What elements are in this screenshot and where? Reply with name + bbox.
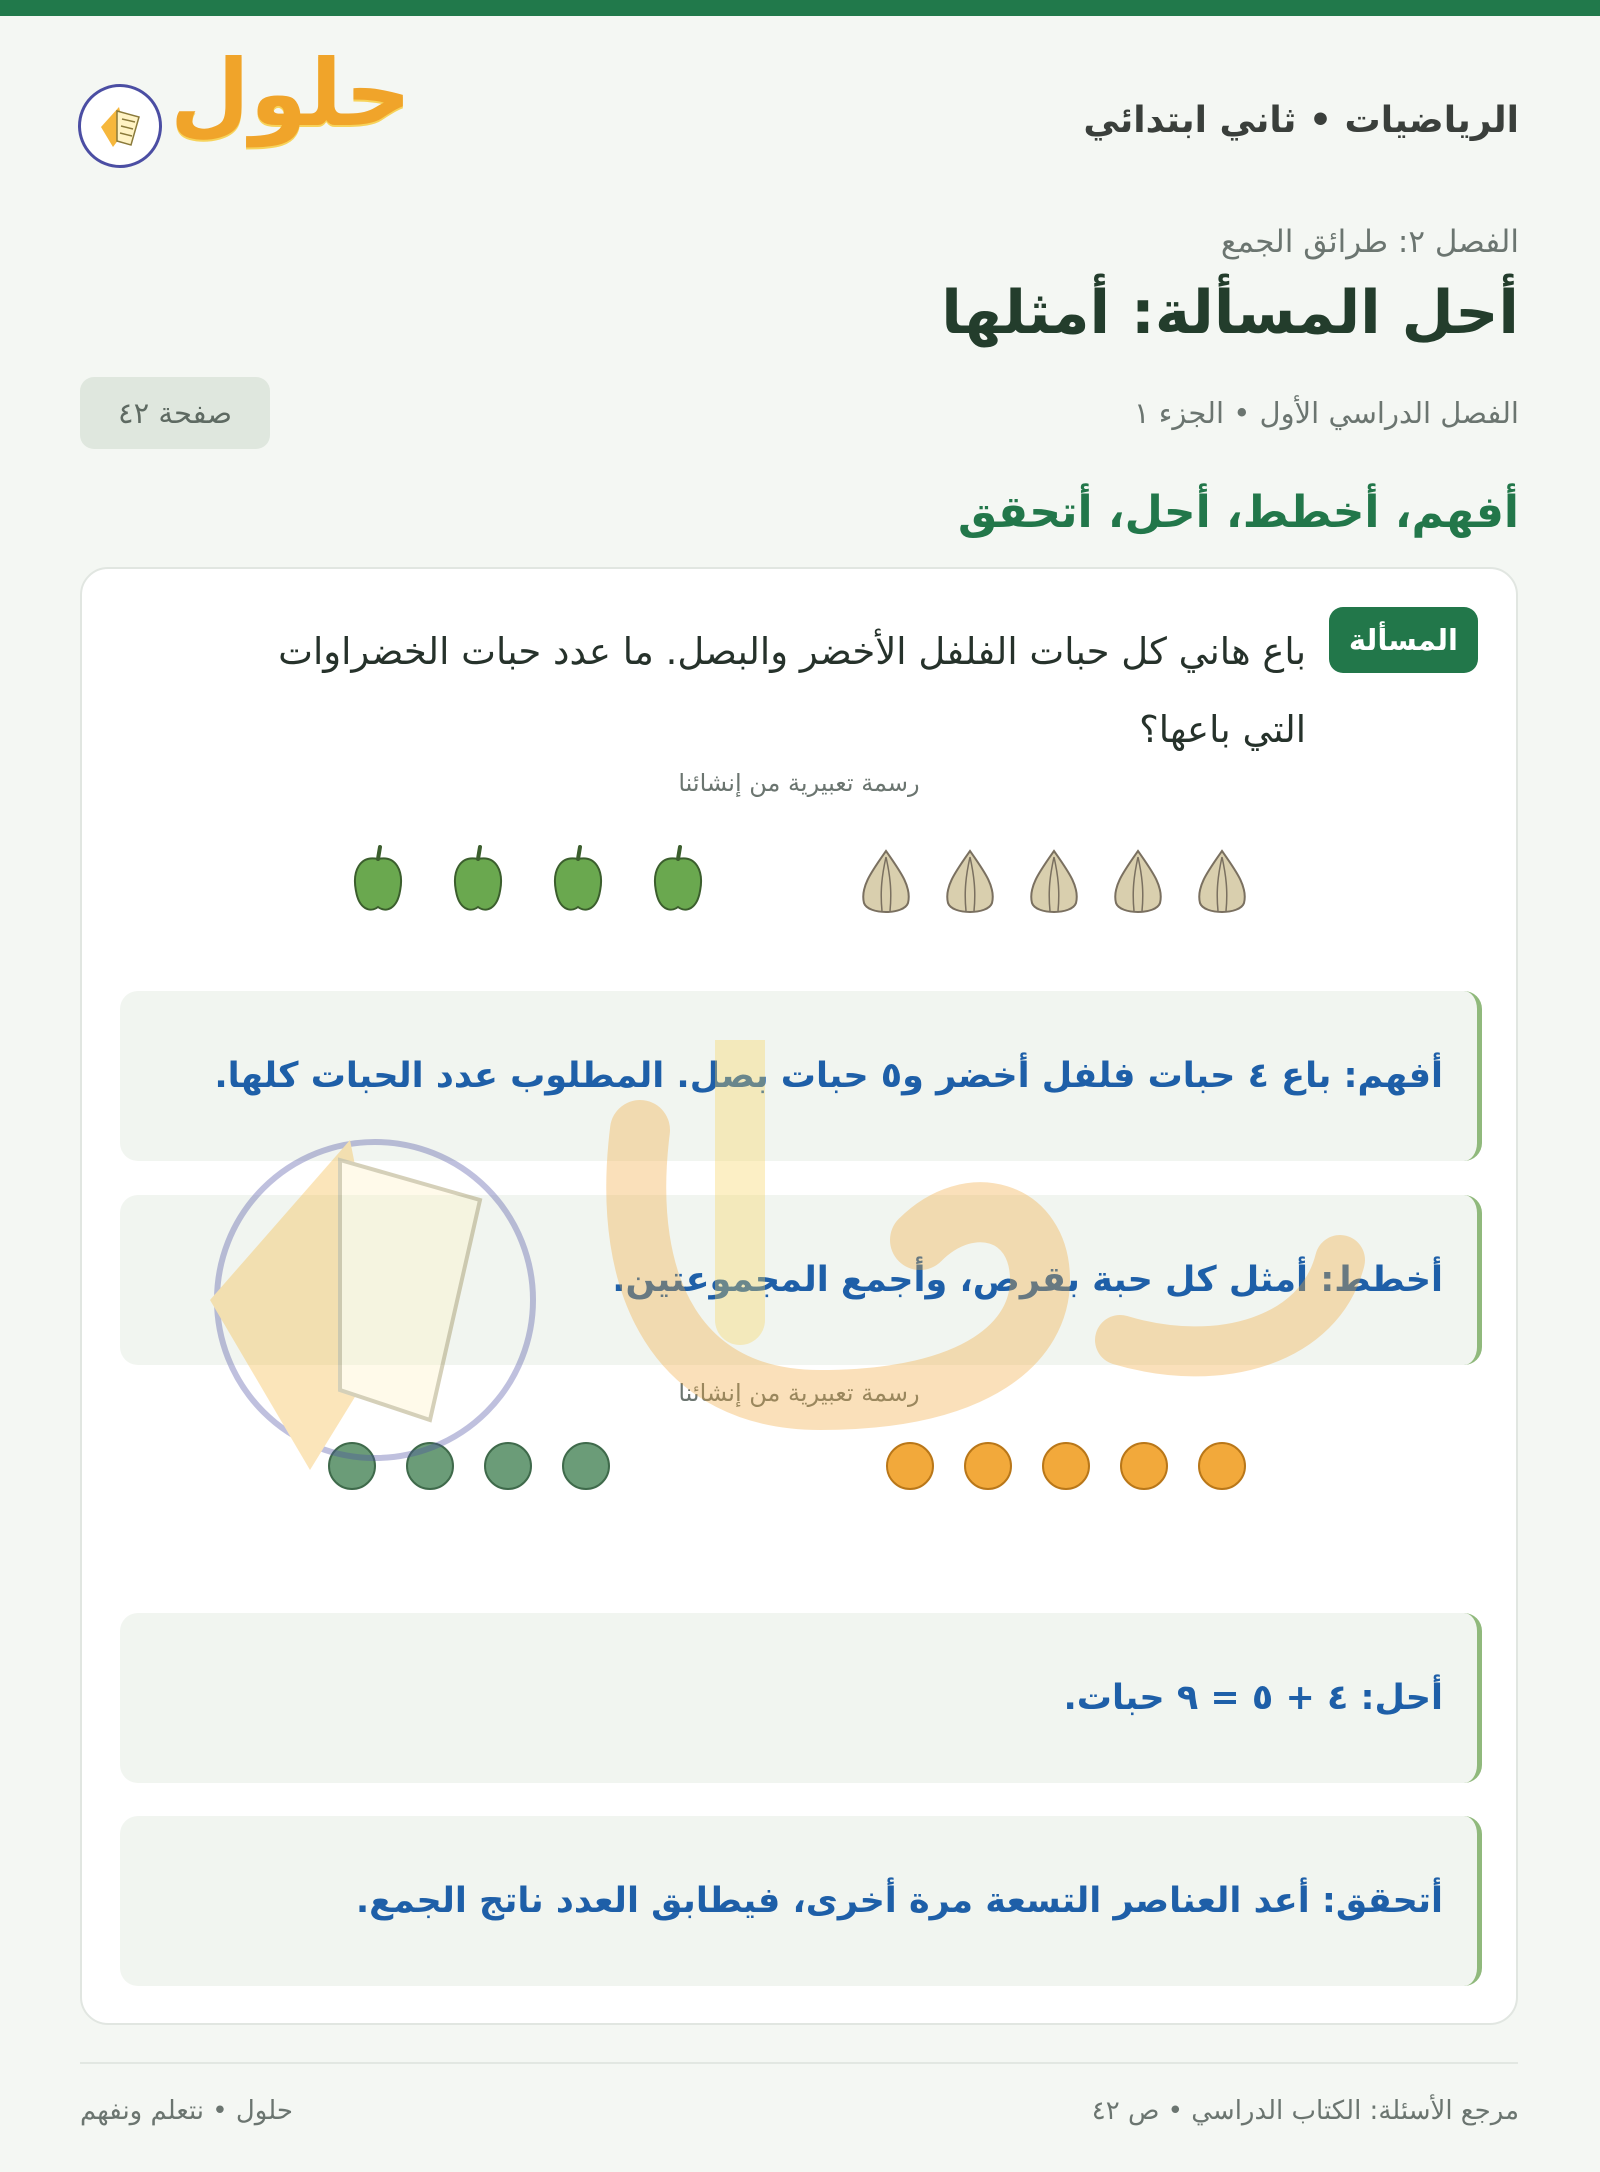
illustration-caption: رسمة تعبيرية من إنشائنا [678,1379,920,1407]
page-title: أحل المسألة: أمثلها [941,278,1519,348]
section-heading: أفهم، أخطط، أحل، أتحقق [957,487,1519,538]
site-logo[interactable] [78,40,412,182]
problem-text: باع هاني كل حبات الفلفل الأخضر والبصل. ما عدد حبات الخضراوات التي باعها؟ [278,630,1306,751]
page-number-badge: صفحة ٤٢ [80,377,270,449]
top-accent-bar [0,0,1600,16]
step-solve [120,1613,1482,1783]
onion-icon [863,851,909,912]
semester-label: الفصل الدراسي الأول • الجزء ١ [1133,396,1519,430]
green-counter [485,1443,531,1489]
problem-card [80,567,1518,2025]
orange-counter [887,1443,933,1489]
green-pepper-icon [355,847,401,910]
step-check [120,1816,1482,1986]
vegetables-illustration [82,829,1516,929]
step-check-text: أتحقق: أعد العناصر التسعة مرة أخرى، فيطابق العدد ناتج الجمع. [355,1881,1443,1921]
counters-illustration [82,1432,1516,1532]
green-pepper-icon [455,847,501,910]
chapter-label: الفصل ٢: طرائق الجمع [1220,224,1519,260]
footer-brand: حلول • نتعلم ونفهم [80,2096,293,2126]
step-solve-text: أحل: ٤ + ٥ = ٩ حبات. [1063,1678,1443,1718]
onion-icon [947,851,993,912]
problem-tag: المسألة [1329,607,1478,673]
footer-reference: مرجع الأسئلة: الكتاب الدراسي • ص ٤٢ [1091,2096,1519,2126]
step-plan [120,1195,1482,1365]
green-counter [329,1443,375,1489]
step-understand-text: أفهم: باع ٤ حبات فلفل أخضر و٥ حبات بصل. المطلوب عدد الحبات كلها. [214,1056,1443,1096]
orange-counter [1043,1443,1089,1489]
subject-grade: الرياضيات • ثاني ابتدائي [1083,100,1519,141]
green-pepper-icon [655,847,701,910]
green-pepper-icon [555,847,601,910]
step-plan-text: أخطط: أمثل كل حبة بقرص، وأجمع المجموعتين. [612,1260,1443,1300]
orange-counter [1199,1443,1245,1489]
orange-counter [965,1443,1011,1489]
onion-icon [1115,851,1161,912]
onion-icon [1031,851,1077,912]
orange-counter [1121,1443,1167,1489]
logo-emblem [78,84,162,168]
book-icon [95,101,147,153]
logo-wordmark: حلول [170,40,412,147]
step-understand [120,991,1482,1161]
green-counter [407,1443,453,1489]
illustration-caption: رسمة تعبيرية من إنشائنا [678,769,920,797]
green-counter [563,1443,609,1489]
onion-icon [1199,851,1245,912]
footer-divider [80,2062,1518,2064]
